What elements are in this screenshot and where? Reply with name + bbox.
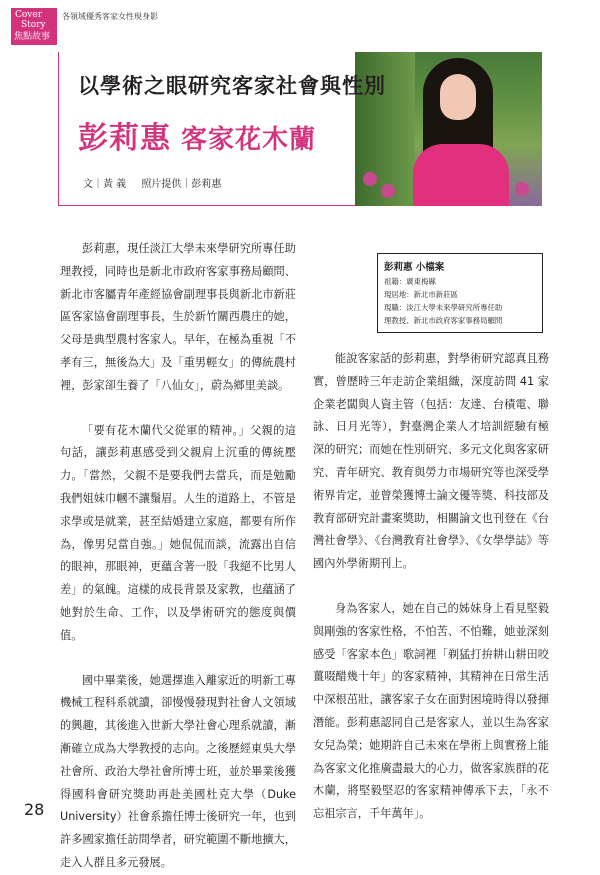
page-number: 28	[24, 800, 45, 819]
right-column	[313, 348, 549, 826]
subject-name	[78, 113, 316, 157]
profile-line: 現職：淡江大學未來學研究所專任助	[384, 303, 503, 312]
profile-box	[377, 253, 543, 333]
hero-frame-left-rule	[58, 52, 59, 206]
body-paragraph: 能說客家話的彭莉惠，對學術研究認真且務實，曾歷時三年走訪企業組織，深度訪問 41 家企業老闆與人資主管（包括：友達、台積電、聯詠、日月光等），對臺灣企業人才培訓經驗有極深的研究；而她在性別研究、多元文化與客家研究、青年研究、教育與勞力市場研究等也深受學術界肯定，並曾榮獲博士論文優等獎、科技部及教育部研究計畫案獎助，相關論文也刊登在《台灣社會學》、《台灣教育社會學》、《女學學誌》等國內外學術期刊上。	[313, 352, 549, 571]
photo-credit: 照片提供｜彭莉惠	[141, 179, 222, 190]
profile-heading: 彭莉惠 小檔案	[384, 262, 445, 273]
profile-line: 祖籍：廣東梅縣	[384, 277, 436, 286]
cover-story-tag	[11, 8, 57, 45]
subject-name-text: 彭莉惠	[78, 121, 171, 156]
body-paragraph: 彭莉惠，現任淡江大學未來學研究所專任助理教授，同時也是新北市政府客家事務局顧問、新北市客屬青年產經協會副理事長與新北市新莊區客家協會副理事長，生於新竹關西農庄的她，父母是典型農村客家人。早年，在極為重視「不孝有三，無後為大」及「重男輕女」的傳統農村裡，彭家卻生養了「八仙女」，蔚為鄉里美談。	[60, 242, 296, 392]
article-credits	[83, 175, 233, 190]
section-title: 各領域優秀客家女性現身影	[62, 12, 158, 21]
subject-name-sub: 客家花木蘭	[181, 125, 317, 155]
profile-line: 理教授、新北市政府客家事務局顧問	[384, 316, 503, 325]
photo-flower	[381, 184, 395, 198]
author-credit: 文｜黃 義	[83, 179, 127, 190]
tag-cover-text: Cover	[15, 10, 43, 20]
photo-flower	[515, 182, 529, 196]
left-column	[60, 238, 296, 875]
photo-body	[413, 144, 509, 206]
body-paragraph: 身為客家人，她在自己的姊妹身上看見堅毅與剛強的客家性格，不怕苦、不怕難，她並深刻感受「客家本色」歌詞裡「剃猛打拚耕山耕田咬薑啜醋幾十年」的客家精神，其精神在日常生活中深根茁壯，讓客家子女在面對困境時得以發揮潛能。彭莉惠認同自己是客家人，並以生為客家女兒為榮；她期許自己未來在學術上與實務上能為客家文化推廣盡最大的心力，做客家族群的花木蘭，將堅毅堅忍的客家精神傳承下去，「永不忘祖宗言，千年萬年」。	[313, 601, 549, 821]
body-paragraph: 「要有花木蘭代父從軍的精神。」父親的這句話，讓彭莉惠感受到父親肩上沉重的傳統壓力。「當然，父親不是要我們去當兵，而是勉勵我們姐妹巾幗不讓鬚眉。人生的道路上，不管是求學或是就業，甚至結婚建立家庭，都要有所作為，像男兒當自強。」她侃侃而談，流露出自信的眼神，那眼神，更蘊含著一股「我絕不比男人差」的氣魄。這樣的成長背景及家教，也蘊涵了她對於生命、工作，以及學術研究的態度與價值。	[60, 423, 296, 642]
article-title: 以學術之眼研究客家社會與性別	[78, 74, 386, 98]
tag-story-text: Story	[21, 20, 46, 30]
photo-face	[440, 74, 476, 120]
body-paragraph: 國中畢業後，她選擇進入離家近的明新工專機械工程科系就讀，卻慢慢發現對社會人文領域的興趣，其後進入世新大學社會心理系就讀，漸漸確立成為大學教授的志向。之後歷經東吳大學社會所、政治大學社會所博士班，並於畢業後獲得國科會研究獎助再赴美國杜克大學（Duke University）社會系擔任博士後研究一年，也到許多國家擔任訪問學者，研究範圍不斷地擴大，走入人群且多元發展。	[60, 673, 296, 869]
photo-flower	[363, 172, 377, 186]
tag-focus-text: 焦點故事	[14, 32, 51, 42]
profile-line: 現居地：新北市新莊區	[384, 290, 458, 299]
